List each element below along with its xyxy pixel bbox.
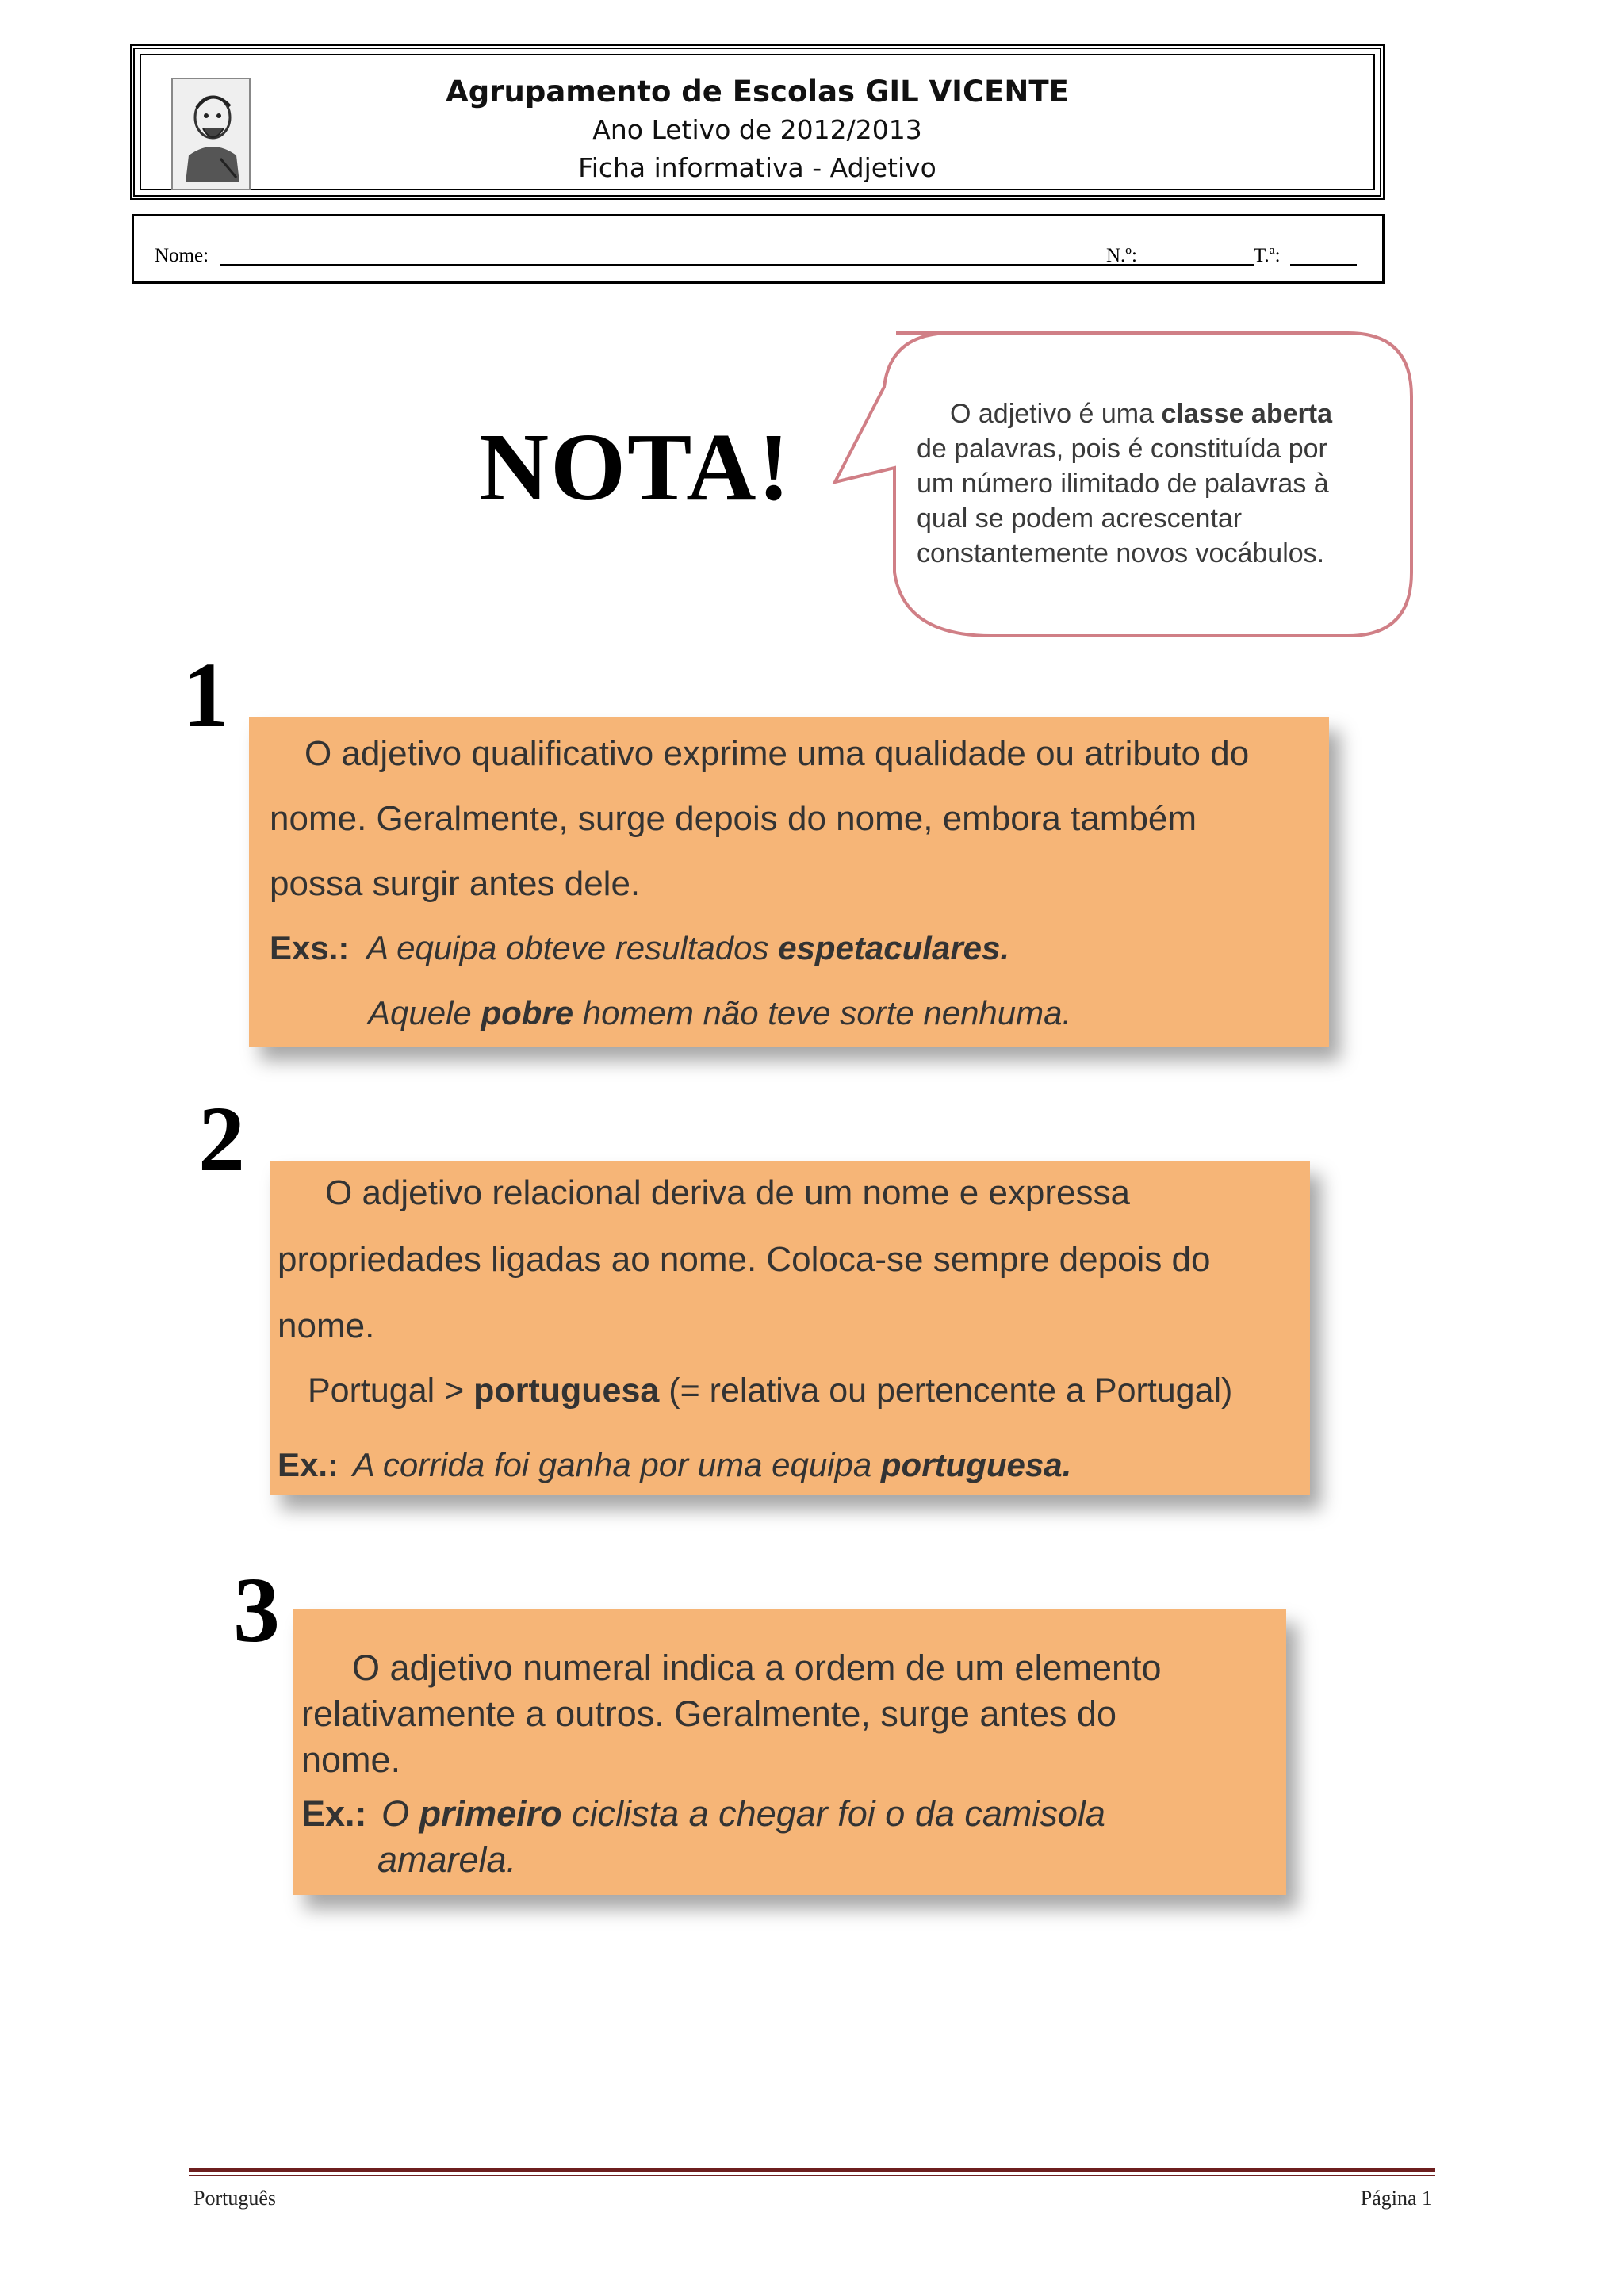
s2-line3: nome. [278,1307,375,1345]
footer-page-number: Página 1 [1360,2187,1432,2210]
s3-ex-label: Ex.: [301,1793,367,1834]
nota-heading: NOTA! [479,414,792,521]
s3-line1: O adjetivo numeral indica a ordem de um elemento [352,1647,1162,1688]
s1-ex1b: espetaculares. [778,929,1010,966]
name-label: Nome: [155,245,209,266]
header-inner-frame [140,54,1375,190]
class-label: T.ª: [1254,245,1281,266]
bubble-text [917,396,1369,571]
s1-line3: possa surgir antes dele. [270,864,641,903]
section-number-3: 3 [233,1558,280,1662]
s2-deriv-a: Portugal > [308,1372,474,1410]
s3-line2: relativamente a outros. Geralmente, surge antes do [301,1693,1117,1734]
s1-ex2a: Aquele [368,994,481,1031]
bubble-line1a: O adjetivo é uma [950,399,1162,429]
bubble-line1b: classe aberta [1161,399,1332,429]
section-number-1: 1 [182,643,229,747]
s1-line2: nome. Geralmente, surge depois do nome, embora também [270,799,1197,838]
s3-ex-b: primeiro [419,1793,562,1834]
bubble-line3: um número ilimitado de palavras à [917,469,1329,499]
section-box-1 [249,717,1329,1047]
section-box-3 [293,1609,1286,1895]
header-box [130,44,1385,200]
bubble-line2: de palavras, pois é constituída por [917,434,1327,464]
footer-rule [189,2168,1435,2172]
s2-deriv-b: portuguesa [473,1372,660,1410]
bubble-line4: qual se podem acrescentar [917,503,1243,534]
s1-ex-label: Exs.: [270,929,350,966]
s3-ex-d: amarela. [377,1839,517,1880]
sheet-title: Ficha informativa - Adjetivo [578,152,936,183]
s1-ex1a: A equipa obteve resultados [366,929,779,966]
s2-ex-a: A corrida foi ganha por uma equipa [352,1446,881,1483]
s2-ex-b: portuguesa. [880,1446,1072,1483]
s2-line2: propriedades ligadas ao nome. Coloca-se sempre depois do [278,1240,1211,1279]
section-box-2 [270,1161,1310,1495]
s2-deriv-c: (= relativa ou pertencente a Portugal) [659,1372,1233,1410]
s3-ex-a: O [381,1793,419,1834]
name-field-line[interactable] [220,264,1238,266]
s3-ex-c: ciclista a chegar foi o da camisola [561,1793,1105,1834]
number-field-line[interactable] [1146,264,1254,266]
number-label: N.º: [1106,245,1138,266]
s1-line1: O adjetivo qualificativo exprime uma qualidade ou atributo do [304,734,1250,773]
s1-ex2b: pobre [481,994,574,1031]
s3-line3: nome. [301,1739,401,1780]
section-number-2: 2 [198,1087,245,1191]
bubble-line5: constantemente novos vocábulos. [917,538,1325,568]
footer-rule-thin [189,2175,1435,2176]
school-name: Agrupamento de Escolas GIL VICENTE [446,75,1069,109]
student-info-row [132,214,1385,284]
s2-line1: O adjetivo relacional deriva de um nome e expressa [325,1173,1130,1212]
school-year: Ano Letivo de 2012/2013 [592,114,922,145]
footer-subject: Português [193,2187,276,2210]
s1-ex2c: homem não teve sorte nenhuma. [573,994,1072,1031]
class-field-line[interactable] [1290,264,1357,266]
s2-ex-label: Ex.: [278,1446,339,1483]
